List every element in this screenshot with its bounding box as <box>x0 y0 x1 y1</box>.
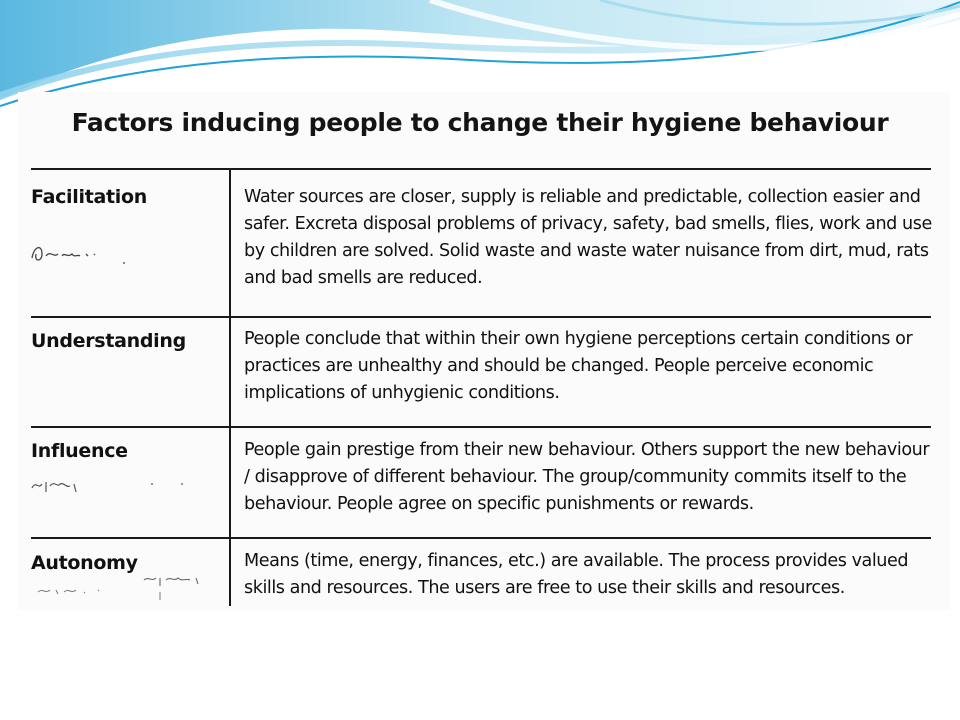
factor-description: People gain prestige from their new behaviour. Others support the new behaviour / disapprove of different behaviour. The group/community commits itself to the behaviour. People agree on specific punishments or rewards. <box>244 440 930 514</box>
handwritten-annotation <box>34 570 204 604</box>
factor-label: Autonomy <box>31 552 138 574</box>
factor-description: Water sources are closer, supply is reliable and predictable, collection easier and safer. Excreta disposal problems of privacy, safety, bad smells, flies, work and use by children are solved. Solid waste and waste water nuisance from dirt, mud, rats and bad smells are reduced. <box>244 187 932 288</box>
factor-description: People conclude that within their own hygiene perceptions certain conditions or practices are unhealthy and should be changed. People perceive economic implications of unhygienic conditions. <box>244 329 913 403</box>
row-divider <box>31 316 931 318</box>
table-top-rule <box>31 168 931 170</box>
handwritten-annotation <box>28 236 138 270</box>
page-title: Factors inducing people to change their hygiene behaviour <box>71 108 889 137</box>
factor-label: Influence <box>31 440 128 462</box>
factor-label: Understanding <box>31 330 186 352</box>
row-divider <box>31 537 931 539</box>
factor-label: Facilitation <box>31 186 147 208</box>
row-divider <box>31 426 931 428</box>
column-divider <box>229 168 231 606</box>
handwritten-annotation <box>30 474 190 498</box>
factor-description: Means (time, energy, finances, etc.) are available. The process provides valued skills and resources. The users are free to use their skills and resources. <box>244 551 909 598</box>
